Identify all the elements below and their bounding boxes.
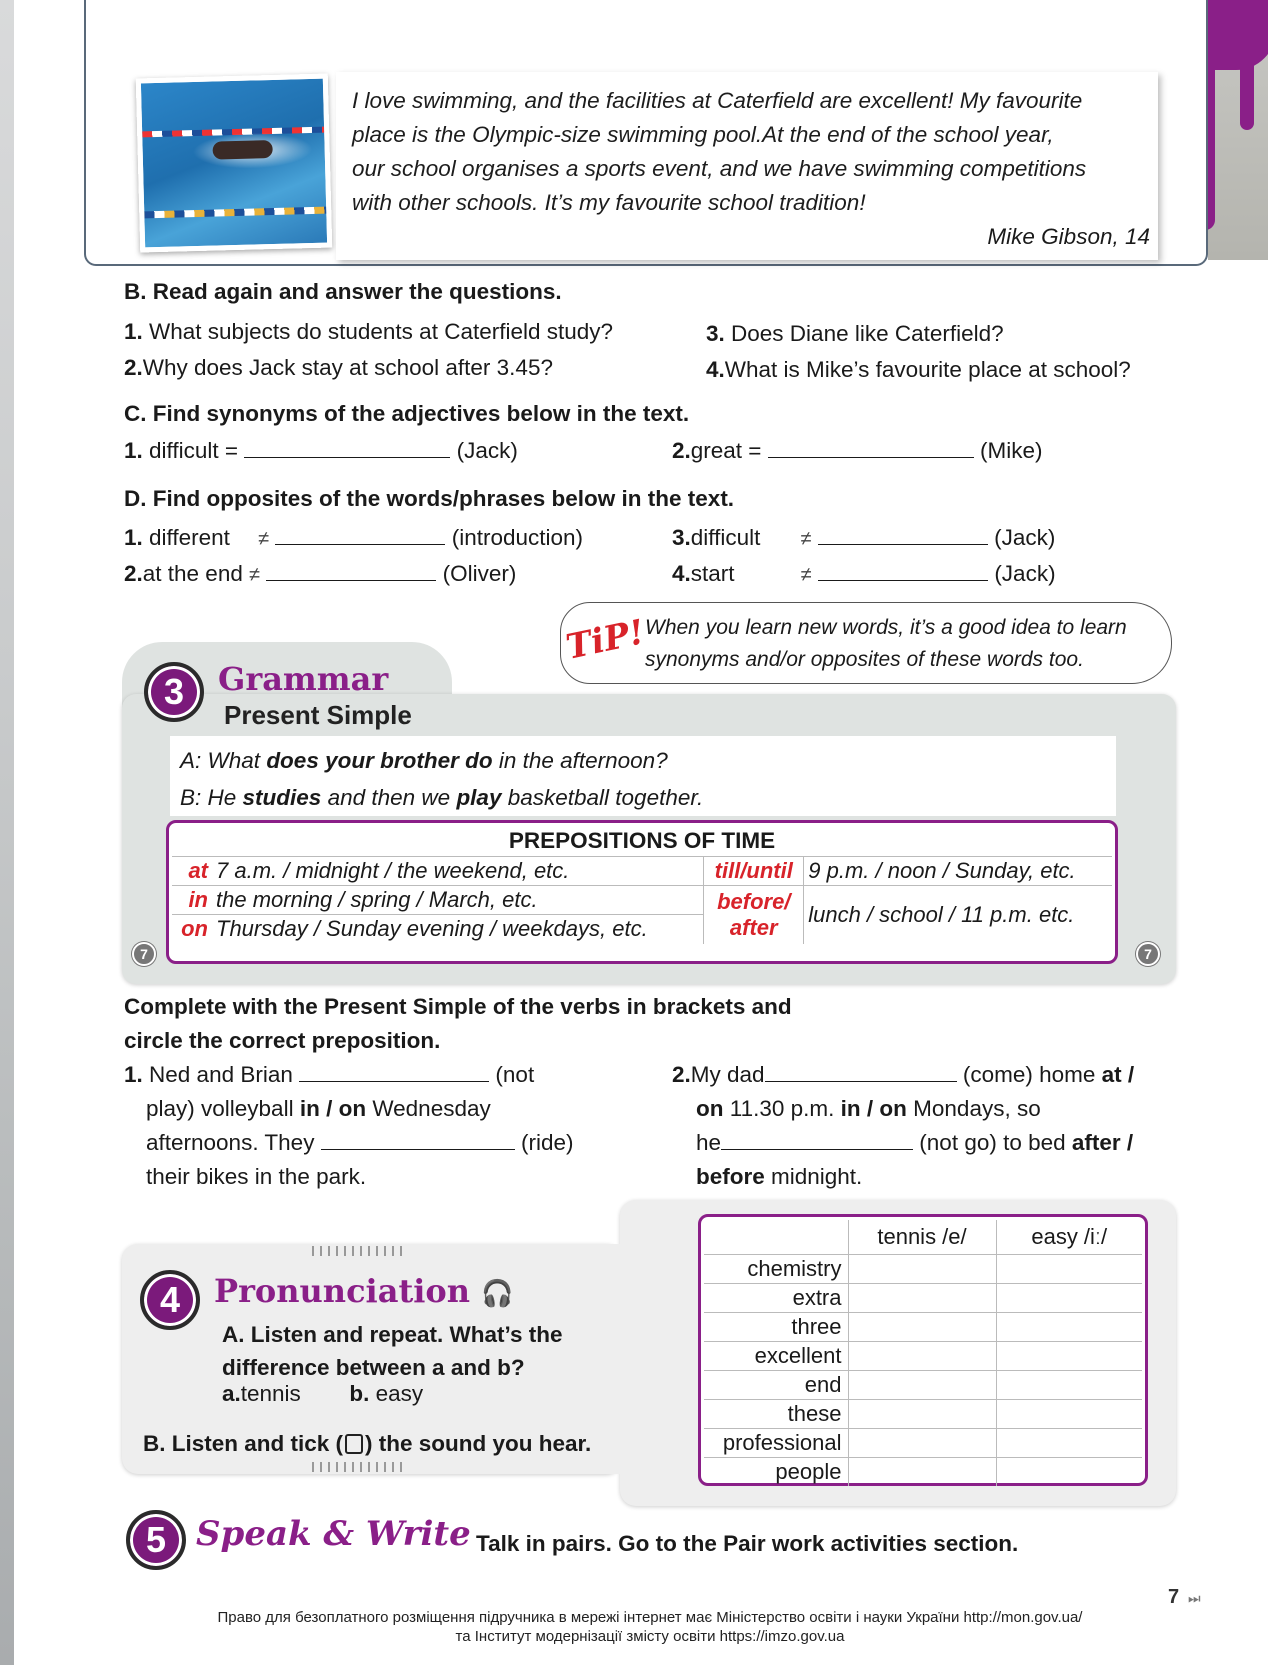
section-number-badge: 3 (144, 662, 204, 722)
swimmer-photo (136, 74, 332, 253)
word-cell: extra (704, 1283, 848, 1312)
question-item: 1. What subjects do students at Caterfield study? (124, 319, 614, 344)
synonym-item: 2.great = (Mike) (672, 438, 1043, 463)
question-item: 2.Why does Jack stay at school after 3.45? (124, 355, 553, 380)
tick-cell[interactable] (848, 1370, 996, 1399)
preposition-choice[interactable]: after / (1071, 1130, 1134, 1155)
preposition-keyword: at (172, 857, 212, 886)
table-row (704, 1428, 1142, 1457)
page-number: 7 (1168, 1586, 1180, 1608)
opposite-item: 1. different ≠ (introduction) (124, 525, 584, 550)
table-row (704, 1254, 1142, 1283)
column-header: easy /iː/ (996, 1220, 1142, 1254)
tip-line: synonyms and/or opposites of these words too. (645, 648, 1084, 671)
pronunciation-title: Pronunciation 🎧 (214, 1272, 514, 1310)
prepositions-table (172, 856, 1112, 944)
table-row (704, 1283, 1142, 1312)
checkbox-icon (345, 1434, 363, 1454)
answer-blank[interactable] (299, 1062, 489, 1082)
left-edge-decoration (0, 0, 14, 1665)
speak-write-instruction: Talk in pairs. Go to the Pair work activities section. (476, 1531, 1019, 1556)
table-row (704, 1370, 1142, 1399)
question-item: 3. Does Diane like Caterfield? (706, 321, 1004, 346)
word-cell: end (704, 1370, 848, 1399)
grammar-title: Grammar (218, 660, 389, 698)
purple-drip-decoration (1240, 40, 1254, 130)
word-cell: professional (704, 1428, 848, 1457)
preposition-choice[interactable]: at / (1101, 1062, 1135, 1087)
tick-cell[interactable] (848, 1283, 996, 1312)
question-item: 4.What is Mike’s favourite place at school? (706, 357, 1131, 382)
answer-blank[interactable] (275, 525, 445, 545)
tick-cell[interactable] (848, 1457, 996, 1486)
preposition-choice[interactable]: on (696, 1096, 724, 1121)
preposition-keyword: on (172, 915, 212, 944)
synonym-item: 1. difficult = (Jack) (124, 438, 518, 463)
section-d-heading: D. Find opposites of the words/phrases below in the text. (124, 486, 735, 511)
preposition-usage: 9 p.m. / noon / Sunday, etc. (804, 857, 1112, 886)
grammar-reference-icon[interactable]: 7 (132, 942, 156, 966)
answer-blank[interactable] (721, 1130, 913, 1150)
pronunciation-examples: a.tennis b. easy (222, 1381, 424, 1406)
headphones-icon[interactable]: 🎧 (481, 1279, 514, 1309)
exercise-item-1: 1. Ned and Brian (not play) volleyball in / on Wednesday afternoons. They (ride) their bikes in the park. (124, 1062, 574, 1189)
preposition-choice[interactable]: before (696, 1164, 765, 1189)
preposition-usage: 7 a.m. / midnight / the weekend, etc. (212, 857, 704, 886)
tick-cell[interactable] (996, 1457, 1142, 1486)
word-cell: these (704, 1399, 848, 1428)
opposite-item: 2.at the end ≠ (Oliver) (124, 561, 517, 586)
preposition-usage: Thursday / Sunday evening / weekdays, etc. (212, 915, 704, 944)
tick-cell[interactable] (996, 1254, 1142, 1283)
tick-cell[interactable] (996, 1399, 1142, 1428)
table-row (704, 1341, 1142, 1370)
answer-blank[interactable] (768, 438, 974, 458)
preposition-choice[interactable]: in / on (299, 1096, 367, 1121)
pronunciation-task-a: A. Listen and repeat. What’s the difference between a and b? (222, 1322, 563, 1380)
tick-cell[interactable] (848, 1312, 996, 1341)
opposite-item: 4.start ≠ (Jack) (672, 561, 1056, 586)
answer-blank[interactable] (321, 1130, 515, 1150)
tick-cell[interactable] (996, 1428, 1142, 1457)
tick-cell[interactable] (996, 1312, 1142, 1341)
testimonial-line: our school organises a sports event, and we have swimming competitions (352, 156, 1087, 181)
testimonial-line: place is the Olympic-size swimming pool.At the end of the school year, (352, 122, 1054, 147)
preposition-usage: the morning / spring / March, etc. (212, 886, 704, 915)
tick-cell[interactable] (848, 1341, 996, 1370)
grammar-subtitle: Present Simple (224, 700, 412, 730)
tick-cell[interactable] (996, 1370, 1142, 1399)
example-dialog (180, 742, 703, 816)
answer-blank[interactable] (818, 525, 988, 545)
testimonial-line: with other schools. It’s my favourite school tradition! (352, 190, 866, 215)
footer-copyright: Право для безоплатного розміщення підручника в мережі інтернет має Міністерство освіти і науки України http://mon.gov.ua/ та Інститут модернізації змісту освіти https://imzo.gov.ua (217, 1609, 1083, 1645)
table-row (704, 1457, 1142, 1486)
exercise-item-2: 2.My dad (come) home at / on 11.30 p.m. in / on Mondays, so he (not go) to bed after / before midnight. (672, 1062, 1135, 1189)
answer-blank[interactable] (818, 561, 988, 581)
tip-text (645, 612, 1165, 676)
tick-cell[interactable] (848, 1399, 996, 1428)
table-header-empty (704, 1220, 848, 1254)
exercise-heading: Complete with the Present Simple of the verbs in brackets and circle the correct preposition. (124, 994, 792, 1053)
table-row (704, 1220, 1142, 1254)
preposition-keyword: before/ after (704, 886, 804, 944)
speak-write-title: Speak & Write (196, 1514, 471, 1554)
next-page-icon: ⏭ (1188, 1590, 1201, 1606)
answer-blank[interactable] (765, 1062, 957, 1082)
word-cell: chemistry (704, 1254, 848, 1283)
section-c-heading: C. Find synonyms of the adjectives below in the text. (124, 401, 690, 426)
tip-line: When you learn new words, it’s a good idea to learn (645, 616, 1127, 639)
answer-blank[interactable] (244, 438, 450, 458)
word-cell: excellent (704, 1341, 848, 1370)
preposition-keyword: in (172, 886, 212, 915)
divider-marks (312, 1246, 408, 1256)
table-row (172, 886, 1112, 915)
preposition-choice[interactable]: in / on (840, 1096, 907, 1121)
opposite-item: 3.difficult ≠ (Jack) (672, 525, 1056, 550)
answer-blank[interactable] (266, 561, 436, 581)
section-number-badge: 4 (140, 1270, 200, 1330)
sound-table (704, 1220, 1142, 1486)
testimonial-line: I love swimming, and the facilities at Caterfield are excellent! My favourite (352, 88, 1083, 113)
table-row (704, 1399, 1142, 1428)
section-b-heading: B. Read again and answer the questions. (124, 279, 562, 304)
tick-cell[interactable] (848, 1254, 996, 1283)
tick-cell[interactable] (996, 1341, 1142, 1370)
tick-cell[interactable] (996, 1283, 1142, 1312)
preposition-usage: lunch / school / 11 p.m. etc. (804, 886, 1112, 944)
preposition-keyword: till/until (704, 857, 804, 886)
column-header: tennis /e/ (848, 1220, 996, 1254)
dialog-line-a: A: What does your brother do in the afternoon? (180, 748, 668, 773)
divider-marks (312, 1462, 408, 1472)
tick-cell[interactable] (848, 1428, 996, 1457)
tip-logo: TiP! (562, 612, 649, 668)
pronunciation-task-b: B. Listen and tick ( ) the sound you hear. (143, 1431, 592, 1456)
section-number-badge: 5 (126, 1510, 186, 1570)
table-row (704, 1312, 1142, 1341)
word-cell: people (704, 1457, 848, 1486)
testimonial-author: Mike Gibson, 14 (987, 224, 1150, 249)
prepositions-heading: PREPOSITIONS OF TIME (508, 828, 776, 853)
word-cell: three (704, 1312, 848, 1341)
dialog-line-b: B: He studies and then we play basketball together. (180, 785, 704, 810)
testimonial-text (352, 84, 1152, 220)
grammar-reference-icon[interactable]: 7 (1136, 942, 1160, 966)
table-row (172, 857, 1112, 886)
